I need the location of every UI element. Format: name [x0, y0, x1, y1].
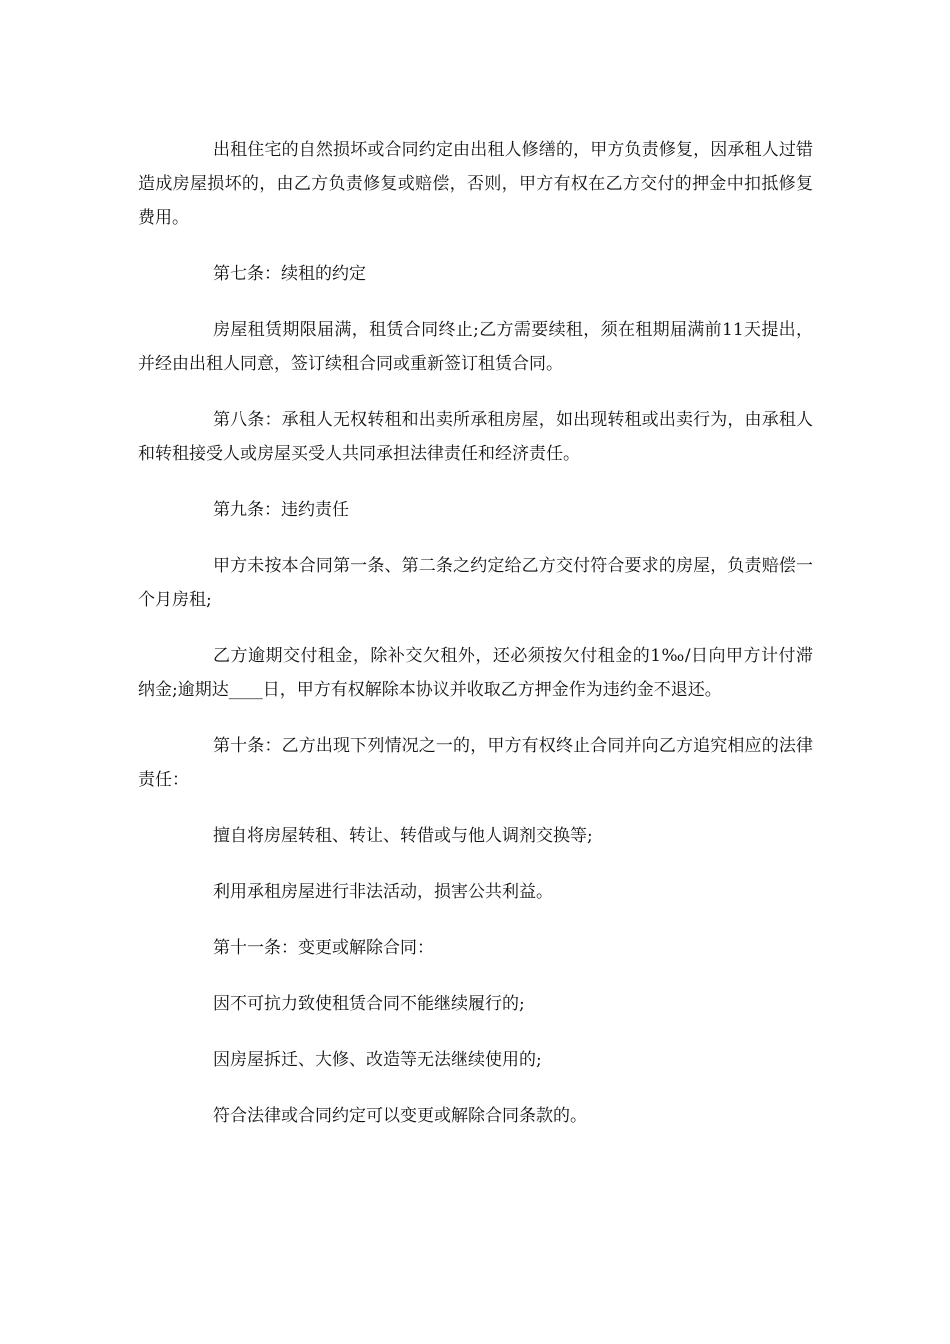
paragraph-article-8-sublet: 第八条：承租人无权转租和出卖所承租房屋，如出现转租或出卖行为，由承租人和转租接受人或房屋买受人共同承担法律责任和经济责任。 [138, 410, 813, 464]
paragraph-article-10-termination: 第十条：乙方出现下列情况之一的，甲方有权终止合同并向乙方追究相应的法律责任： [138, 736, 813, 790]
document-body [138, 133, 813, 1155]
list-item-illegal-activity: 利用承租房屋进行非法活动，损害公共利益。 [213, 882, 553, 902]
paragraph-renewal-terms: 房屋租赁期限届满，租赁合同终止;乙方需要续租，须在租期届满前11天提出，并经由出租人同意，签订续租合同或重新签订租赁合同。 [138, 320, 813, 374]
heading-article-7-renewal: 第七条：续租的约定 [213, 264, 366, 284]
paragraph-landlord-breach: 甲方未按本合同第一条、第二条之约定给乙方交付符合要求的房屋，负责赔偿一个月房租; [138, 556, 813, 610]
heading-article-11-change: 第十一条：变更或解除合同： [213, 938, 434, 958]
list-item-demolition: 因房屋拆迁、大修、改造等无法继续使用的; [213, 1050, 542, 1070]
list-item-unauthorized-sublet: 擅自将房屋转租、转让、转借或与他人调剂交换等; [213, 826, 593, 846]
list-item-legal-change: 符合法律或合同约定可以变更或解除合同条款的。 [213, 1106, 587, 1126]
list-item-force-majeure: 因不可抗力致使租赁合同不能继续履行的; [213, 994, 525, 1014]
paragraph-late-payment: 乙方逾期交付租金，除补交欠租外，还必须按欠付租金的1‰/日向甲方计付滞纳金;逾期达____日，甲方有权解除本协议并收取乙方押金作为违约金不退还。 [138, 646, 813, 700]
heading-article-9-breach: 第九条：违约责任 [213, 500, 349, 520]
paragraph-repair-responsibility: 出租住宅的自然损坏或合同约定由出租人修缮的，甲方负责修复，因承租人过错造成房屋损坏的，由乙方负责修复或赔偿，否则，甲方有权在乙方交付的押金中扣抵修复费用。 [138, 140, 813, 228]
